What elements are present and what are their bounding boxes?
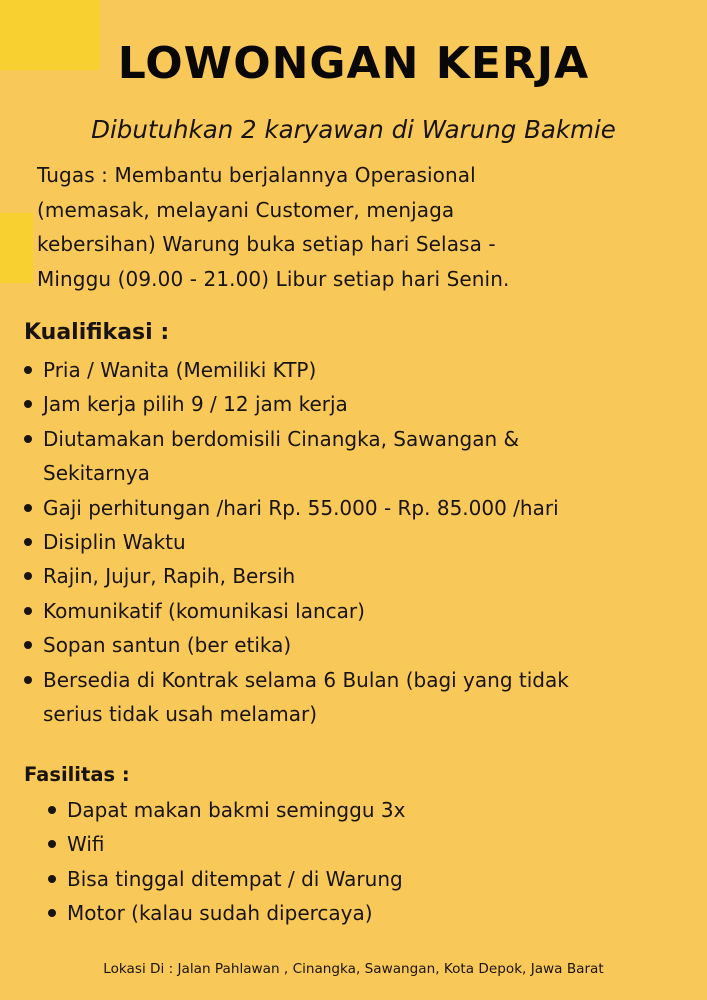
list-item-text: Sopan santun (ber etika) [43,633,292,658]
poster-subtitle: Dibutuhkan 2 karyawan di Warung Bakmie [91,115,616,144]
bullet-icon [24,435,32,443]
list-item-text: Bisa tinggal ditempat / di Warung [67,866,403,891]
list-item [22,663,702,732]
bullet-icon [24,366,32,374]
bullet-icon [48,875,56,883]
bullet-icon [24,607,32,615]
list-item-text: Gaji perhitungan /hari Rp. 55.000 - Rp. 85.000 /hari [43,495,559,520]
list-item [22,387,702,421]
list-item-text: Disiplin Waktu [43,530,186,555]
list-item [46,862,646,896]
facilities-list [46,793,646,931]
bullet-icon [24,676,32,684]
list-item [22,525,702,559]
list-item-text: Wifi [67,832,105,857]
bullet-icon [24,641,32,649]
list-item [22,422,702,491]
list-item-text: Dapat makan bakmi seminggu 3x [67,798,406,822]
list-item [22,353,702,387]
list-item [22,559,702,593]
duties-line: kebersihan) Warung buka setiap hari Selasa - [37,232,496,257]
facilities-heading: Fasilitas : [24,763,130,786]
list-item-text: Jam kerja pilih 9 / 12 jam kerja [43,392,348,417]
duties-line: Minggu (09.00 - 21.00) Libur setiap hari Senin. [37,266,510,291]
bullet-icon [24,538,32,546]
list-item [22,628,702,662]
qualifications-list [22,353,702,731]
duties-line: Tugas : Membantu berjalannya Operasional [37,163,476,187]
list-item-text: Pria / Wanita (Memiliki KTP) [43,358,317,382]
decorative-block-left [0,213,33,283]
list-item-text: serius tidak usah melamar) [43,702,317,727]
list-item [22,594,702,628]
list-item-text: Komunikatif (komunikasi lancar) [43,598,365,623]
qualifications-heading: Kualifikasi : [24,320,170,345]
list-item [46,793,646,827]
list-item [22,491,702,525]
bullet-icon [48,840,56,848]
bullet-icon [48,909,56,917]
duties-line: (memasak, melayani Customer, menjaga [37,197,455,222]
location-text: Lokasi Di : Jalan Pahlawan , Cinangka, Sawangan, Kota Depok, Jawa Barat [103,961,604,977]
list-item-text: Motor (kalau sudah dipercaya) [67,901,373,926]
list-item-text: Rajin, Jujur, Rapih, Bersih [43,564,296,589]
bullet-icon [24,400,32,408]
list-item [46,896,646,930]
poster-title: LOWONGAN KERJA [117,38,590,89]
bullet-icon [48,806,56,814]
job-duties-paragraph [37,158,677,296]
list-item-text: Bersedia di Kontrak selama 6 Bulan (bagi yang tidak [43,667,569,692]
list-item [46,827,646,861]
list-item-text: Sekitarnya [43,461,150,486]
bullet-icon [24,504,32,512]
bullet-icon [24,572,32,580]
list-item-text: Diutamakan berdomisili Cinangka, Sawangan & [43,426,520,451]
